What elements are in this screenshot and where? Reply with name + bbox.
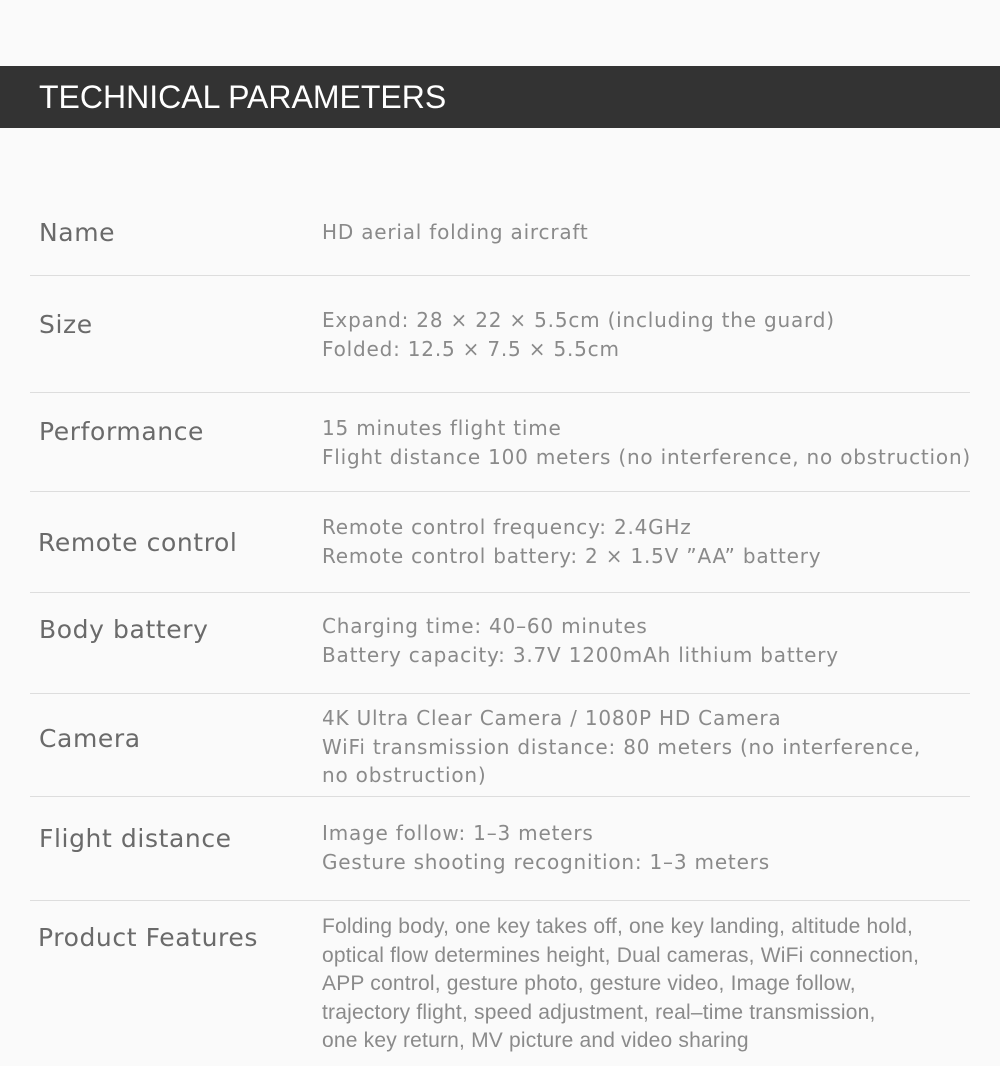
spec-values-size [322, 306, 1000, 363]
spec-value-line: HD aerial folding aircraft [322, 220, 589, 244]
spec-values-name [322, 218, 1000, 247]
row-divider [30, 796, 970, 797]
spec-values-product-features [322, 913, 1000, 1056]
spec-value-line: Flight distance 100 meters (no interference, no obstruction) [322, 444, 972, 469]
spec-value-line: Gesture shooting recognition: 1–3 meters [322, 849, 770, 874]
spec-value-line: WiFi transmission distance: 80 meters (no interference, [322, 734, 921, 759]
spec-label-body-battery: Body battery [39, 615, 209, 644]
spec-label-performance: Performance [39, 417, 205, 446]
spec-label-name: Name [39, 218, 116, 247]
spec-label-flight-distance: Flight distance [39, 824, 232, 853]
spec-label-camera: Camera [39, 724, 141, 753]
spec-label-remote-control: Remote control [38, 528, 238, 557]
spec-value-line: Charging time: 40–60 minutes [322, 614, 648, 638]
spec-value-line: one key return, MV picture and video sharing [322, 1029, 749, 1052]
spec-value-line: 15 minutes flight time [322, 416, 562, 440]
header-bar [0, 66, 1000, 128]
spec-label-size: Size [39, 310, 93, 339]
spec-values-body-battery [322, 612, 1000, 669]
row-divider [30, 900, 970, 901]
spec-value-line: APP control, gesture photo, gesture video, Image follow, [322, 972, 856, 995]
spec-value-line: Remote control battery: 2 × 1.5V ”AA” battery [322, 543, 822, 568]
spec-values-flight-distance [322, 819, 1000, 876]
spec-value-line: 4K Ultra Clear Camera / 1080P HD Camera [322, 706, 782, 730]
spec-value-line: Folded: 12.5 × 7.5 × 5.5cm [322, 336, 620, 361]
spec-value-line: no obstruction) [322, 763, 487, 787]
row-divider [30, 275, 970, 276]
spec-values-remote-control [322, 513, 1000, 570]
row-divider [30, 693, 970, 694]
spec-value-line: Remote control frequency: 2.4GHz [322, 515, 692, 539]
row-divider [30, 592, 970, 593]
spec-value-line: Expand: 28 × 22 × 5.5cm (including the guard) [322, 308, 835, 332]
row-divider [30, 491, 970, 492]
page-title: TECHNICAL PARAMETERS [39, 79, 447, 115]
spec-values-performance [322, 414, 1000, 471]
row-divider [30, 392, 970, 393]
spec-value-line: trajectory flight, speed adjustment, real–time transmission, [322, 1000, 876, 1024]
spec-value-line: optical flow determines height, Dual cameras, WiFi connection, [322, 943, 920, 967]
spec-value-line: Folding body, one key takes off, one key landing, altitude hold, [322, 915, 914, 938]
spec-value-line: Battery capacity: 3.7V 1200mAh lithium battery [322, 642, 839, 667]
spec-label-product-features: Product Features [38, 923, 258, 952]
spec-values-camera [322, 704, 1000, 790]
spec-value-line: Image follow: 1–3 meters [322, 821, 594, 845]
